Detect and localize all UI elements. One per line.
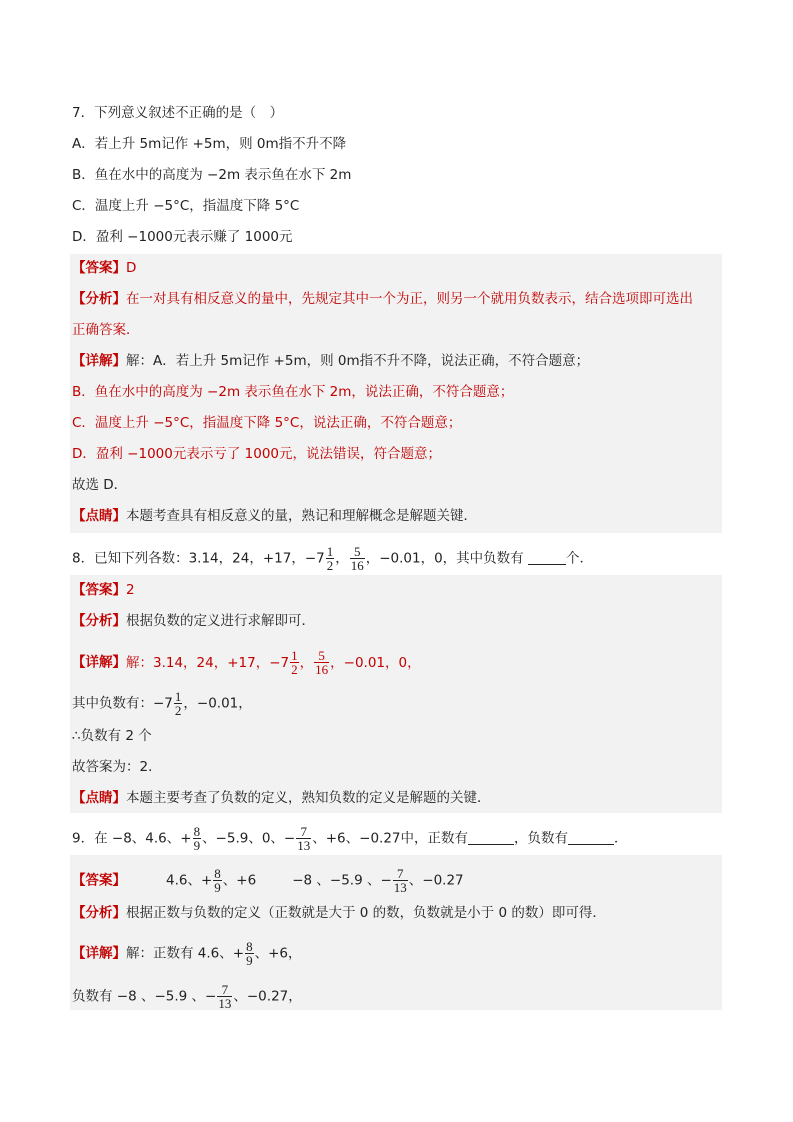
fraction-denominator: 2 (326, 558, 334, 573)
fraction-denominator: 13 (218, 996, 232, 1011)
q7-comment (72, 507, 477, 525)
q7-detail-d (72, 445, 441, 463)
q8-negatives (72, 690, 252, 717)
q7-stem-text: 7．下列意义叙述不正确的是（ ） (72, 105, 284, 121)
q8-conclusion (72, 758, 162, 776)
q7-option-a (72, 135, 346, 153)
q9-negatives-text-b: 、−0.27， (233, 988, 302, 1005)
q7-analysis-text-2: 正确答案． (72, 322, 140, 338)
q8-detail-text-b: ，−0.01，0， (330, 654, 421, 671)
fraction (245, 940, 254, 967)
q9-positives-text-a: 解：正数有 4.6、+ (126, 945, 245, 962)
q7-detail-b-text: B．鱼在水中的高度为 −2m 表示鱼在水下 2m，说法正确，不符合题意； (72, 384, 514, 400)
q7-option-b-text: B．鱼在水中的高度为 −2m 表示鱼在水下 2m (72, 167, 352, 183)
q7-answer (72, 259, 136, 277)
q8-answer-value: 2 (126, 582, 135, 598)
q9-answer-negatives-a: −8 、−5.9 、− (292, 872, 392, 889)
q9-positives-text-b: 、+6， (254, 945, 302, 962)
q9-answer-positives-b: 、+6 (222, 872, 257, 889)
fraction-denominator: 2 (291, 662, 298, 677)
fraction-denominator: 9 (193, 838, 201, 853)
q8-stem-text-c: 个． (565, 550, 593, 567)
analysis-tag: 【分析】 (72, 291, 126, 307)
q8-negatives-text-a: 其中负数有：−7 (72, 695, 173, 712)
q9-analysis-text: 根据正数与负数的定义（正数就是大于 0 的数，负数就是小于 0 的数）即可得． (126, 905, 606, 921)
analysis-tag: 【分析】 (72, 905, 126, 921)
q7-detail-d-text: D．盈利 −1000元表示亏了 1000元，说法错误，符合题意； (72, 446, 442, 462)
q7-detail-c-text: C．温度上升 −5°C，指温度下降 5°C，说法正确，不符合题意； (72, 415, 462, 431)
comment-tag: 【点睛】 (72, 790, 126, 806)
q7-option-c-text: C．温度上升 −5°C，指温度下降 5°C (72, 198, 300, 214)
q7-analysis-text-1: 在一对具有相反意义的量中，先规定其中一个为正，则另一个就用负数表示，结合选项即可选出 (126, 291, 693, 307)
fraction (350, 545, 365, 572)
fraction-numerator: 7 (300, 824, 307, 839)
q8-answer-blank (528, 550, 566, 565)
fraction (174, 690, 183, 717)
q9-stem-text-d: ，负数有 (514, 830, 569, 847)
q9-answer-negatives-b: 、−0.27 (408, 872, 464, 889)
fraction-numerator: 5 (353, 544, 361, 559)
fraction (193, 825, 202, 852)
q7-detail-a (72, 352, 589, 370)
q7-analysis-line-1 (72, 290, 693, 308)
fraction-denominator: 2 (174, 703, 182, 718)
q7-detail-b (72, 383, 513, 401)
q9-positive-blank (468, 830, 514, 845)
q7-option-d-text: D．盈利 −1000元表示赚了 1000元 (72, 229, 293, 245)
q8-therefore-text: ∴负数有 2 个 (72, 728, 152, 744)
fraction-numerator: 7 (221, 982, 229, 997)
q7-detail-c (72, 414, 461, 432)
fraction-numerator: 1 (174, 689, 182, 704)
answer-tag: 【答案】 (72, 872, 126, 889)
q8-stem (72, 545, 593, 572)
answer-tag: 【答案】 (72, 260, 126, 276)
q7-option-b (72, 166, 351, 184)
q8-therefore (72, 727, 152, 745)
q7-option-c (72, 197, 299, 215)
q9-negative-blank (568, 830, 614, 845)
fraction-numerator: 8 (246, 939, 253, 954)
fraction-denominator: 9 (214, 880, 221, 895)
comment-tag: 【点睛】 (72, 508, 126, 524)
fraction-numerator: 1 (326, 544, 334, 559)
q8-comment (72, 789, 491, 807)
analysis-tag: 【分析】 (72, 613, 126, 629)
fraction-denominator: 16 (315, 662, 329, 677)
fraction-numerator: 8 (214, 866, 221, 881)
q8-negatives-text-b: ，−0.01， (183, 695, 252, 712)
q8-detail (72, 649, 421, 676)
q9-detail-positives (72, 940, 301, 967)
q9-answer (72, 867, 464, 894)
q8-analysis-text: 根据负数的定义进行求解即可． (126, 613, 315, 629)
answer-tag: 【答案】 (72, 582, 126, 598)
fraction (296, 825, 311, 852)
fraction (217, 983, 232, 1010)
detail-tag: 【详解】 (72, 654, 126, 671)
q9-negatives-text-a: 负数有 −8 、−5.9 、− (72, 988, 217, 1005)
detail-tag: 【详解】 (72, 353, 126, 369)
fraction (314, 649, 329, 676)
q8-conclusion-text: 故答案为：2． (72, 759, 162, 775)
q7-option-d (72, 228, 293, 246)
q8-stem-text-b: ，−0.01，0，其中负数有 (365, 550, 524, 567)
q8-answer (72, 581, 135, 599)
fraction (393, 867, 408, 894)
q8-detail-sep: ， (299, 654, 314, 671)
fraction (213, 867, 222, 894)
q9-analysis (72, 904, 606, 922)
q7-conclusion-text: 故选 D． (72, 477, 128, 493)
fraction-numerator: 1 (291, 648, 298, 663)
q9-stem-text-a: 9．在 −8、4.6、+ (72, 830, 192, 847)
fraction (326, 545, 335, 572)
q8-stem-text-a: 8．已知下列各数：3.14，24，+17，−7 (72, 550, 325, 567)
q8-comment-text: 本题主要考查了负数的定义，熟知负数的定义是解题的关键． (126, 790, 491, 806)
q9-stem-text-b: 、−5.9、0、− (202, 830, 296, 847)
fraction (290, 649, 299, 676)
fraction-denominator: 16 (350, 558, 364, 573)
q8-detail-text-a: 解：3.14，24，+17，−7 (126, 654, 290, 671)
q9-stem (72, 825, 628, 852)
q9-answer-positives-a: 4.6、+ (166, 872, 213, 889)
q9-detail-negatives (72, 983, 302, 1010)
detail-tag: 【详解】 (72, 945, 126, 962)
fraction-denominator: 13 (393, 880, 407, 895)
q7-option-a-text: A．若上升 5m记作 +5m，则 0m指不升不降 (72, 136, 347, 152)
fraction-numerator: 8 (193, 824, 201, 839)
q7-conclusion (72, 476, 127, 494)
fraction-numerator: 7 (397, 866, 404, 881)
q8-stem-sep: ， (335, 550, 349, 567)
q9-stem-text-e: ． (614, 830, 628, 847)
q7-stem (72, 104, 283, 122)
q8-analysis (72, 612, 315, 630)
q9-stem-text-c: 、+6、−0.27中，正数有 (312, 830, 469, 847)
fraction-denominator: 9 (246, 953, 253, 968)
fraction-denominator: 13 (297, 838, 311, 853)
q7-analysis-line-2 (72, 321, 140, 339)
q7-detail-a-text: 解：A．若上升 5m记作 +5m，则 0m指不升不降，说法正确，不符合题意； (126, 353, 590, 369)
q7-answer-value: D (126, 260, 137, 276)
fraction-numerator: 5 (318, 648, 325, 663)
q7-comment-text: 本题考查具有相反意义的量，熟记和理解概念是解题关键． (126, 508, 477, 524)
